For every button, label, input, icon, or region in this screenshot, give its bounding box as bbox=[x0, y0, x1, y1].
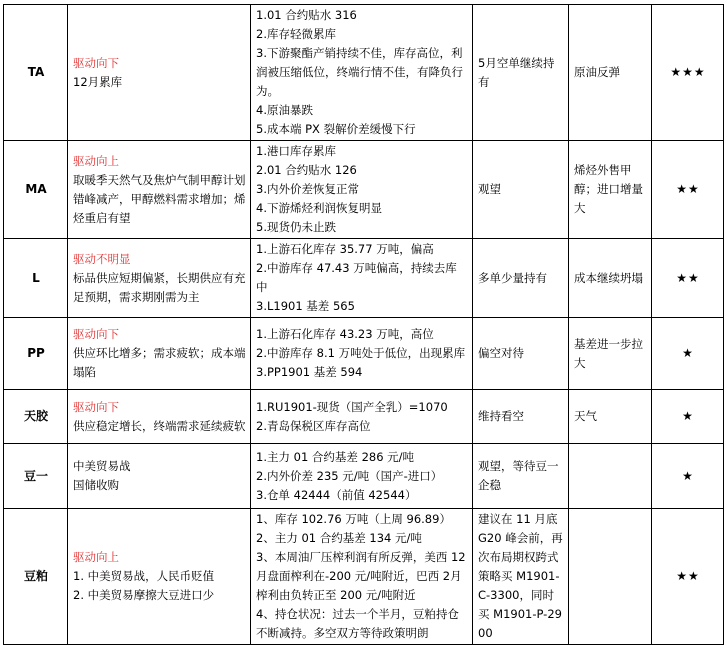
table-row bbox=[4, 239, 724, 318]
logic-item: 5.现货仍未止跌 bbox=[256, 220, 336, 234]
logic-cell bbox=[251, 390, 473, 444]
rating-stars: ★★ bbox=[652, 141, 724, 239]
logic-item: 3.仓单 42444（前值 42544） bbox=[256, 487, 417, 502]
logic-item: 3.PP1901 基差 594 bbox=[256, 365, 363, 379]
rating-stars: ★★ bbox=[652, 239, 724, 318]
rating-stars: ★ bbox=[652, 390, 724, 444]
table-row bbox=[4, 5, 724, 141]
logic-item: 4、持仓状况：过去一个半月，豆粕持仓不断减持。多空双方等待政策明朗 bbox=[256, 607, 459, 640]
strategy-cell: 观望 bbox=[473, 141, 569, 239]
logic-item: 1.港口库存累库 bbox=[256, 144, 336, 158]
drive-direction: 驱动向下 bbox=[73, 55, 119, 70]
drive-direction: 驱动向上 bbox=[73, 550, 119, 564]
rating-stars: ★ bbox=[652, 318, 724, 390]
drive-text: 1. 中美贸易战，人民币贬值 bbox=[73, 569, 215, 583]
table-row bbox=[4, 390, 724, 444]
drive-text: 中美贸易战 bbox=[73, 459, 131, 473]
drive-direction: 驱动不明显 bbox=[73, 251, 131, 266]
logic-cell bbox=[251, 141, 473, 239]
symbol-cell: 天胶 bbox=[4, 390, 68, 444]
risk-cell: 基差进一步拉大 bbox=[569, 318, 652, 390]
symbol-cell: PP bbox=[4, 318, 68, 390]
commodity-table bbox=[3, 4, 724, 645]
logic-item: 2、主力 01 合约基差 134 元/吨 bbox=[256, 531, 422, 545]
risk-cell bbox=[569, 444, 652, 509]
drive-direction: 驱动向下 bbox=[73, 327, 119, 341]
logic-cell bbox=[251, 509, 473, 645]
logic-item: 1.主力 01 合约基差 286 元/吨 bbox=[256, 449, 415, 464]
strategy-cell: 偏空对待 bbox=[473, 318, 569, 390]
symbol-cell: TA bbox=[4, 5, 68, 141]
table-row bbox=[4, 141, 724, 239]
logic-cell bbox=[251, 5, 473, 141]
drive-text: 国储收购 bbox=[73, 478, 119, 492]
drive-direction: 驱动向上 bbox=[73, 153, 119, 168]
strategy-cell: 建议在 11 月底 G20 峰会前，再次布局期权跨式策略买 M1901-C-3300，同时买 M1901-P-2900 bbox=[473, 509, 569, 645]
logic-item: 5.成本端 PX 裂解价差缓慢下行 bbox=[256, 122, 416, 136]
logic-cell bbox=[251, 239, 473, 318]
logic-item: 1.上游石化库存 43.23 万吨，高位 bbox=[256, 327, 434, 341]
logic-item: 1.上游石化库存 35.77 万吨，偏高 bbox=[256, 242, 434, 256]
logic-item: 3.内外价差恢复正常 bbox=[256, 182, 359, 196]
drive-cell bbox=[68, 509, 251, 645]
drive-cell bbox=[68, 390, 251, 444]
drive-text: 标品供应短期偏紧，长期供应有充足预期，需求期刚需为主 bbox=[73, 270, 246, 304]
drive-cell bbox=[68, 141, 251, 239]
drive-text: 2. 中美贸易摩擦大豆进口少 bbox=[73, 588, 215, 602]
table-body bbox=[4, 5, 724, 645]
drive-text: 供应稳定增长，终端需求延续疲软 bbox=[73, 418, 246, 433]
risk-cell: 成本继续坍塌 bbox=[569, 239, 652, 318]
logic-item: 2.青岛保税区库存高位 bbox=[256, 418, 371, 433]
strategy-cell: 观望，等待豆一企稳 bbox=[473, 444, 569, 509]
symbol-cell: MA bbox=[4, 141, 68, 239]
rating-stars: ★ bbox=[652, 444, 724, 509]
logic-item: 1.01 合约贴水 316 bbox=[256, 8, 357, 22]
logic-item: 2.中游库存 8.1 万吨处于低位，出现累库 bbox=[256, 346, 466, 360]
drive-text: 供应环比增多；需求疲软；成本端塌陷 bbox=[73, 346, 246, 379]
table-row bbox=[4, 444, 724, 509]
risk-cell: 原油反弹 bbox=[569, 5, 652, 141]
logic-item: 2.库存轻微累库 bbox=[256, 27, 336, 41]
table-row bbox=[4, 509, 724, 645]
strategy-cell: 维持看空 bbox=[473, 390, 569, 444]
drive-text: 取暖季天然气及焦炉气制甲醇计划错峰减产，甲醇燃料需求增加；烯烃重启有望 bbox=[73, 172, 246, 225]
drive-direction: 驱动向下 bbox=[73, 399, 119, 414]
risk-cell: 天气 bbox=[569, 390, 652, 444]
rating-stars: ★★★ bbox=[652, 5, 724, 141]
logic-item: 4.下游烯烃利润恢复明显 bbox=[256, 201, 382, 215]
risk-cell bbox=[569, 509, 652, 645]
logic-item: 4.原油暴跌 bbox=[256, 103, 313, 117]
strategy-cell: 5月空单继续持有 bbox=[473, 5, 569, 141]
drive-cell bbox=[68, 239, 251, 318]
logic-cell bbox=[251, 444, 473, 509]
logic-item: 3.L1901 基差 565 bbox=[256, 299, 355, 313]
drive-text: 12月累库 bbox=[73, 74, 123, 89]
logic-cell bbox=[251, 318, 473, 390]
logic-item: 1.RU1901-现货（国产全乳）=1070 bbox=[256, 399, 448, 414]
table-row bbox=[4, 318, 724, 390]
logic-item: 2.中游库存 47.43 万吨偏高，持续去库中 bbox=[256, 261, 457, 294]
logic-item: 3.下游聚酯产销持续不佳，库存高位，利润被压缩低位，终端行情不佳，有降负行为。 bbox=[256, 46, 463, 98]
logic-item: 1、库存 102.76 万吨（上周 96.89） bbox=[256, 512, 451, 526]
symbol-cell: L bbox=[4, 239, 68, 318]
rating-stars: ★★ bbox=[652, 509, 724, 645]
drive-cell bbox=[68, 444, 251, 509]
logic-item: 3、本周油厂压榨利润有所反弹，美西 12月盘面榨利在-200 元/吨附近，巴西 2月榨利由负转正至 200 元/吨附近 bbox=[256, 550, 466, 602]
risk-cell: 烯烃外售甲醇；进口增量大 bbox=[569, 141, 652, 239]
drive-cell bbox=[68, 5, 251, 141]
drive-cell bbox=[68, 318, 251, 390]
strategy-cell: 多单少量持有 bbox=[473, 239, 569, 318]
symbol-cell: 豆一 bbox=[4, 444, 68, 509]
logic-item: 2.内外价差 235 元/吨（国产-进口） bbox=[256, 468, 443, 483]
symbol-cell: 豆粕 bbox=[4, 509, 68, 645]
logic-item: 2.01 合约贴水 126 bbox=[256, 163, 357, 177]
